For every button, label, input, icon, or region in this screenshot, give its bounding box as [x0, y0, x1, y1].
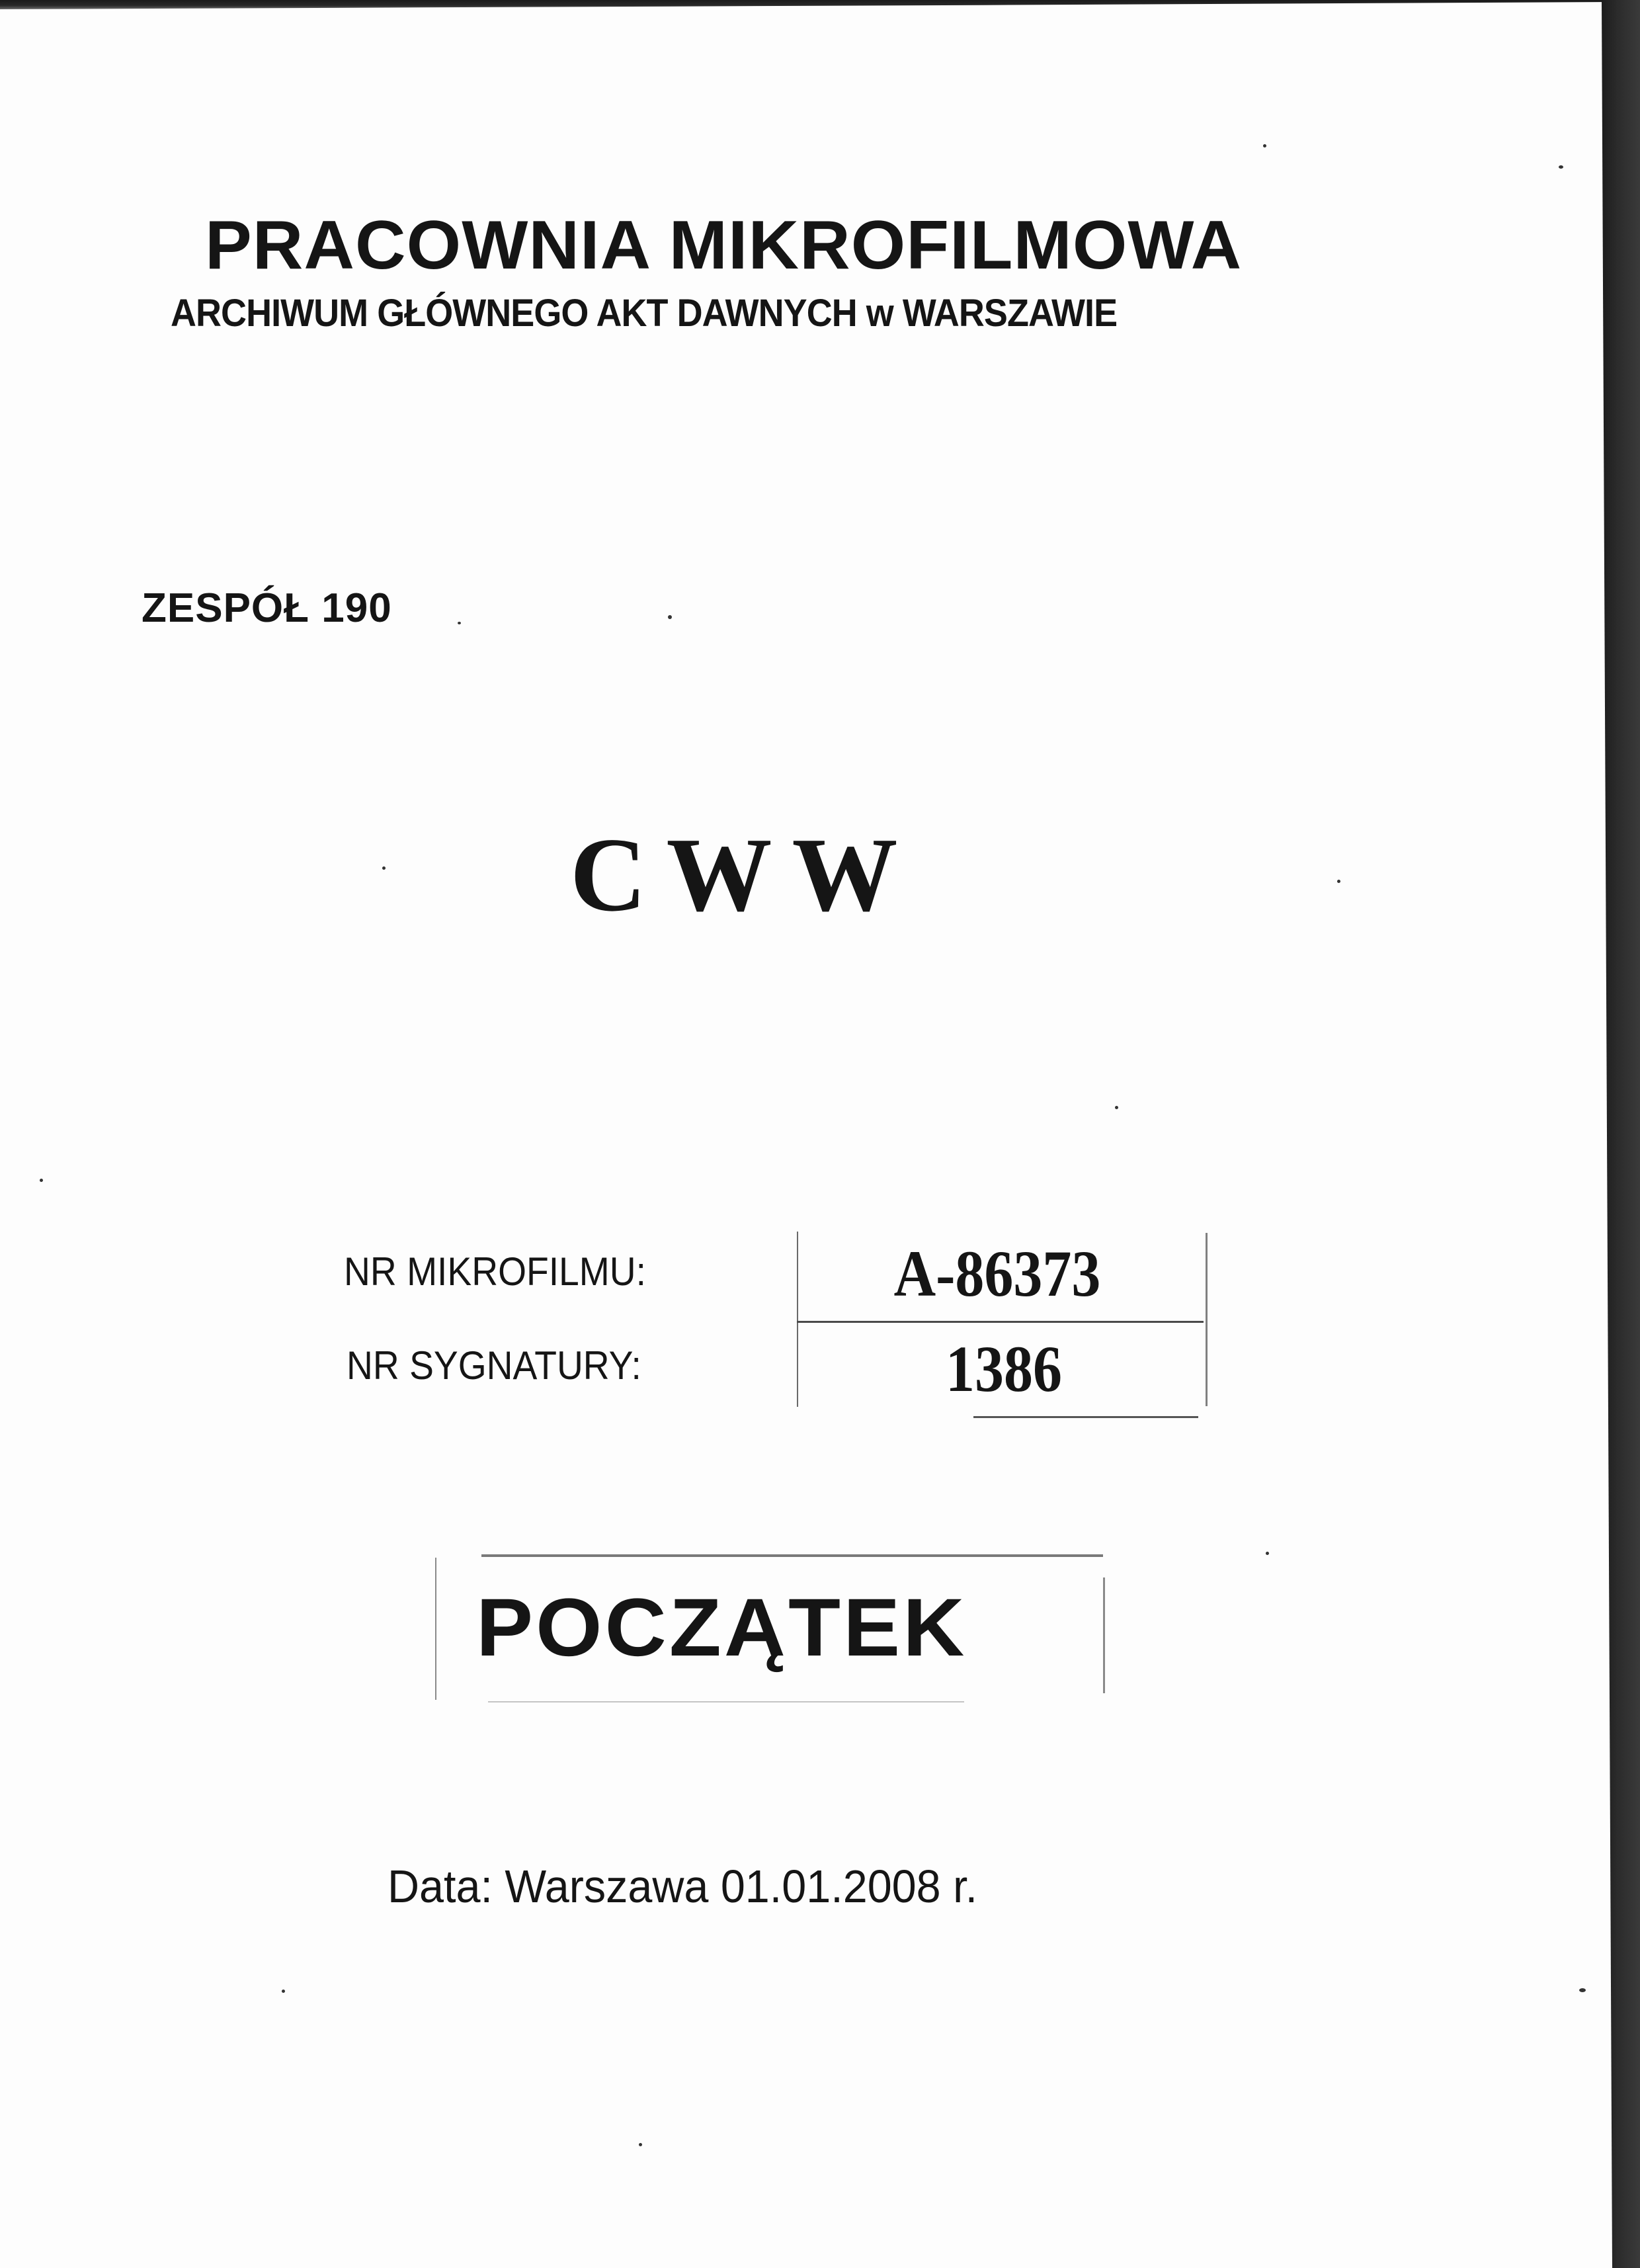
table-divider-left — [797, 1232, 798, 1407]
header-subtitle: ARCHIWUM GŁÓWNEGO AKT DAWNYCH w WARSZAWIE — [171, 292, 1118, 335]
scan-speck — [40, 1179, 43, 1182]
date-line: Data: Warszawa 01.01.2008 r. — [388, 1861, 978, 1912]
scan-speck — [1337, 880, 1340, 883]
scan-speck — [1115, 1106, 1118, 1109]
scan-speck — [639, 2143, 642, 2146]
scan-edge-top — [0, 0, 1640, 9]
collection-code: CWW — [570, 816, 918, 933]
table-divider-bottom — [973, 1416, 1198, 1418]
scan-speck — [382, 866, 386, 870]
frame-border-left — [435, 1558, 436, 1700]
frame-border-bottom — [488, 1701, 964, 1702]
scan-speck — [1579, 1988, 1586, 1992]
header-title: PRACOWNIA MIKROFILMOWA — [205, 207, 1243, 284]
start-marker: POCZĄTEK — [476, 1582, 967, 1673]
fonds-label: ZESPÓŁ 190 — [142, 585, 392, 631]
scan-speck — [1559, 165, 1563, 169]
frame-border-top — [481, 1554, 1103, 1557]
microfilm-number-label: NR MIKROFILMU: — [344, 1249, 646, 1294]
signature-number-value: 1386 — [946, 1332, 1062, 1406]
signature-number-label: NR SYGNATURY: — [347, 1343, 641, 1388]
microfilm-number-value: A-86373 — [893, 1237, 1101, 1310]
scan-speck — [1266, 1552, 1269, 1555]
scan-speck — [282, 1990, 285, 1993]
table-divider-right — [1206, 1233, 1208, 1406]
table-divider-middle — [797, 1321, 1204, 1323]
frame-border-right — [1103, 1577, 1105, 1693]
scan-edge-right — [1602, 0, 1640, 2268]
scan-speck — [668, 615, 672, 619]
scan-speck — [1263, 144, 1266, 147]
scan-speck — [458, 622, 461, 624]
